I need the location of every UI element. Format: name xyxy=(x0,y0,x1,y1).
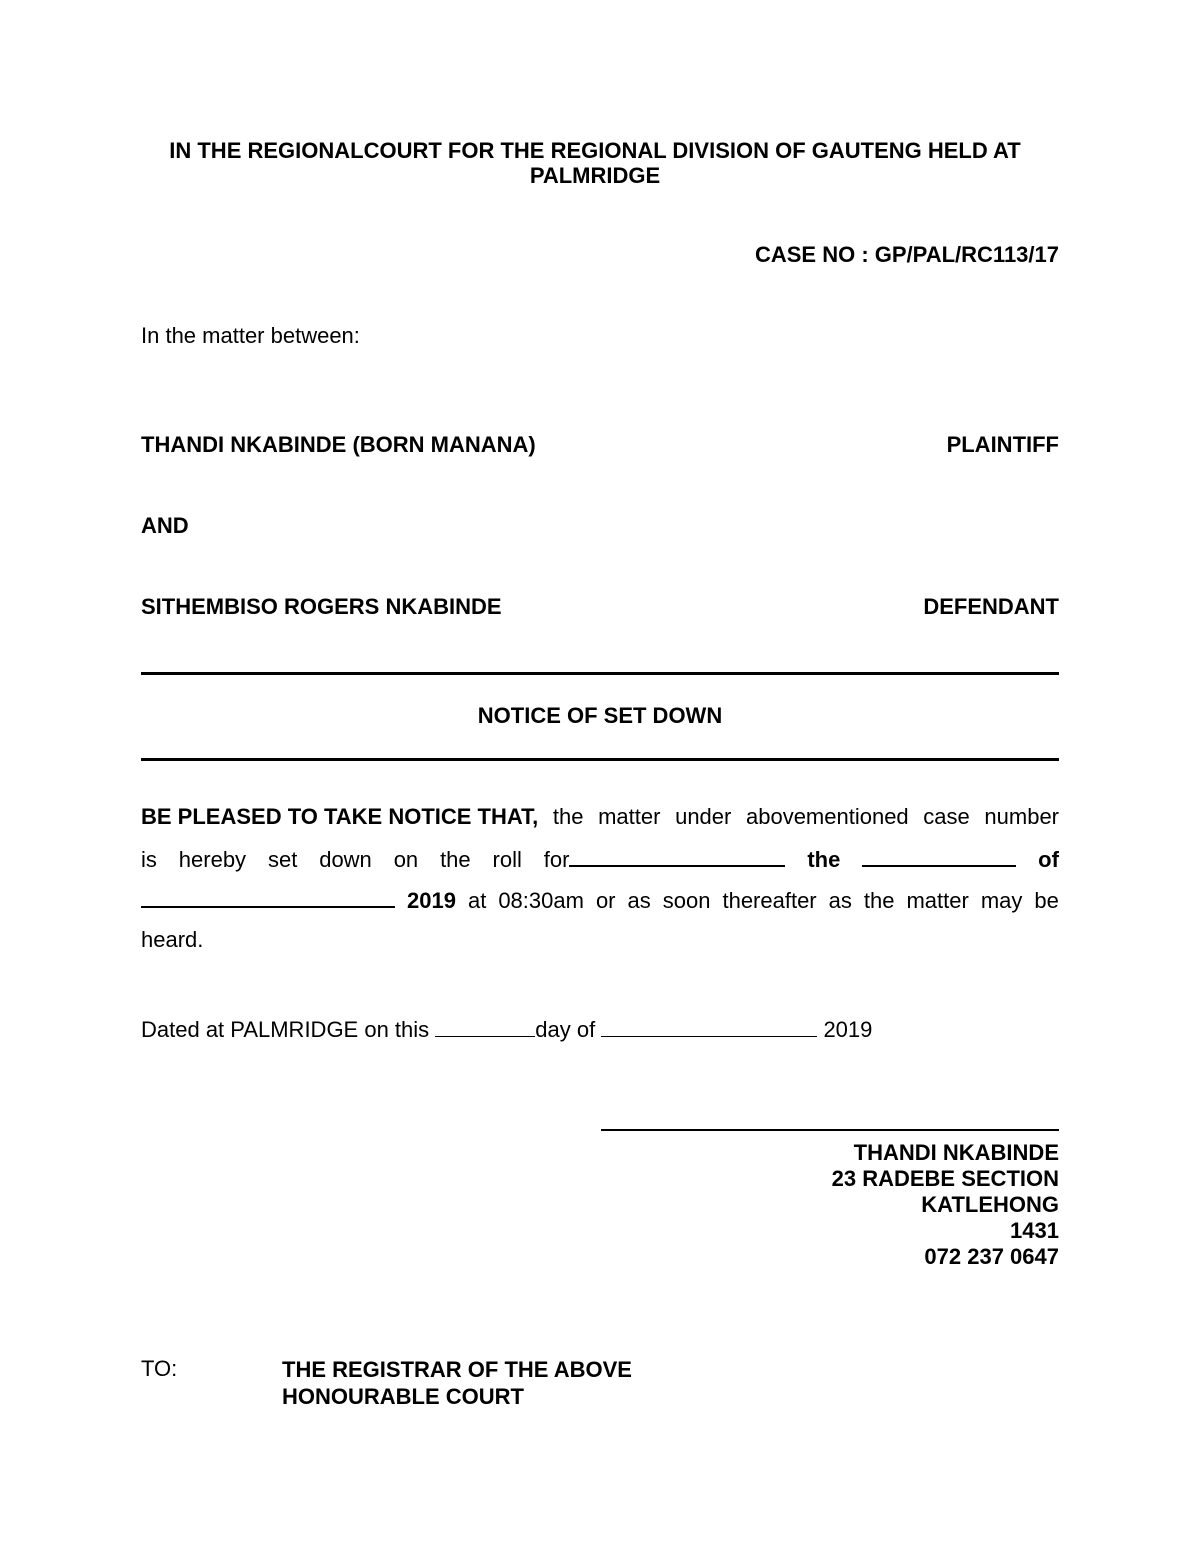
plaintiff-label: PLAINTIFF xyxy=(946,432,1059,457)
day-blank[interactable] xyxy=(862,845,1016,867)
signatory-name: THANDI NKABINDE xyxy=(853,1140,1059,1165)
defendant-label: DEFENDANT xyxy=(923,594,1059,619)
court-heading xyxy=(130,138,1060,188)
dated-day-blank[interactable] xyxy=(435,1016,535,1037)
addressee xyxy=(282,1356,632,1410)
court-heading-line-1: IN THE REGIONALCOURT FOR THE REGIONAL DIVISION OF GAUTENG HELD AT xyxy=(169,138,1021,163)
body-line-2: is hereby set down on the roll for the of xyxy=(141,847,1059,872)
body-line-4: heard. xyxy=(141,927,204,952)
signatory-block xyxy=(832,1140,1059,1270)
intro-text: In the matter between: xyxy=(141,323,360,348)
signatory-postal-code: 1431 xyxy=(1010,1218,1059,1243)
notice-title: NOTICE OF SET DOWN xyxy=(477,703,723,728)
bottom-divider xyxy=(141,758,1059,761)
and-label: AND xyxy=(141,513,189,538)
dated-line: Dated at PALMRIDGE on this day of 2019 xyxy=(141,1017,873,1042)
defendant-name: SITHEMBISO ROGERS NKABINDE xyxy=(141,594,502,619)
dated-month-blank[interactable] xyxy=(601,1016,817,1037)
to-label: TO: xyxy=(141,1356,178,1381)
case-number: CASE NO : GP/PAL/RC113/17 xyxy=(754,242,1059,267)
notice-lead: BE PLEASED TO TAKE NOTICE THAT, xyxy=(141,804,539,829)
signature-line[interactable] xyxy=(601,1129,1059,1131)
addressee-line-1: THE REGISTRAR OF THE ABOVE xyxy=(282,1357,632,1382)
roll-for-group: for xyxy=(544,845,786,873)
plaintiff-name: THANDI NKABINDE (BORN MANANA) xyxy=(141,432,536,457)
top-divider xyxy=(141,672,1059,675)
court-heading-line-2: PALMRIDGE xyxy=(529,163,661,188)
body-line-1: BE PLEASED TO TAKE NOTICE THAT, the matter under abovementioned case number xyxy=(141,804,1059,829)
roll-blank[interactable] xyxy=(569,845,785,867)
signatory-address-2: KATLEHONG xyxy=(921,1192,1059,1217)
signatory-phone: 072 237 0647 xyxy=(924,1244,1059,1269)
set-down-year: 2019 xyxy=(407,888,456,913)
signatory-address-1: 23 RADEBE SECTION xyxy=(831,1166,1059,1191)
addressee-line-2: HONOURABLE COURT xyxy=(282,1384,524,1409)
body-line-3: 2019 at 08:30am or as soon thereafter as the matter may be xyxy=(141,886,1059,912)
month-blank[interactable] xyxy=(141,886,395,908)
